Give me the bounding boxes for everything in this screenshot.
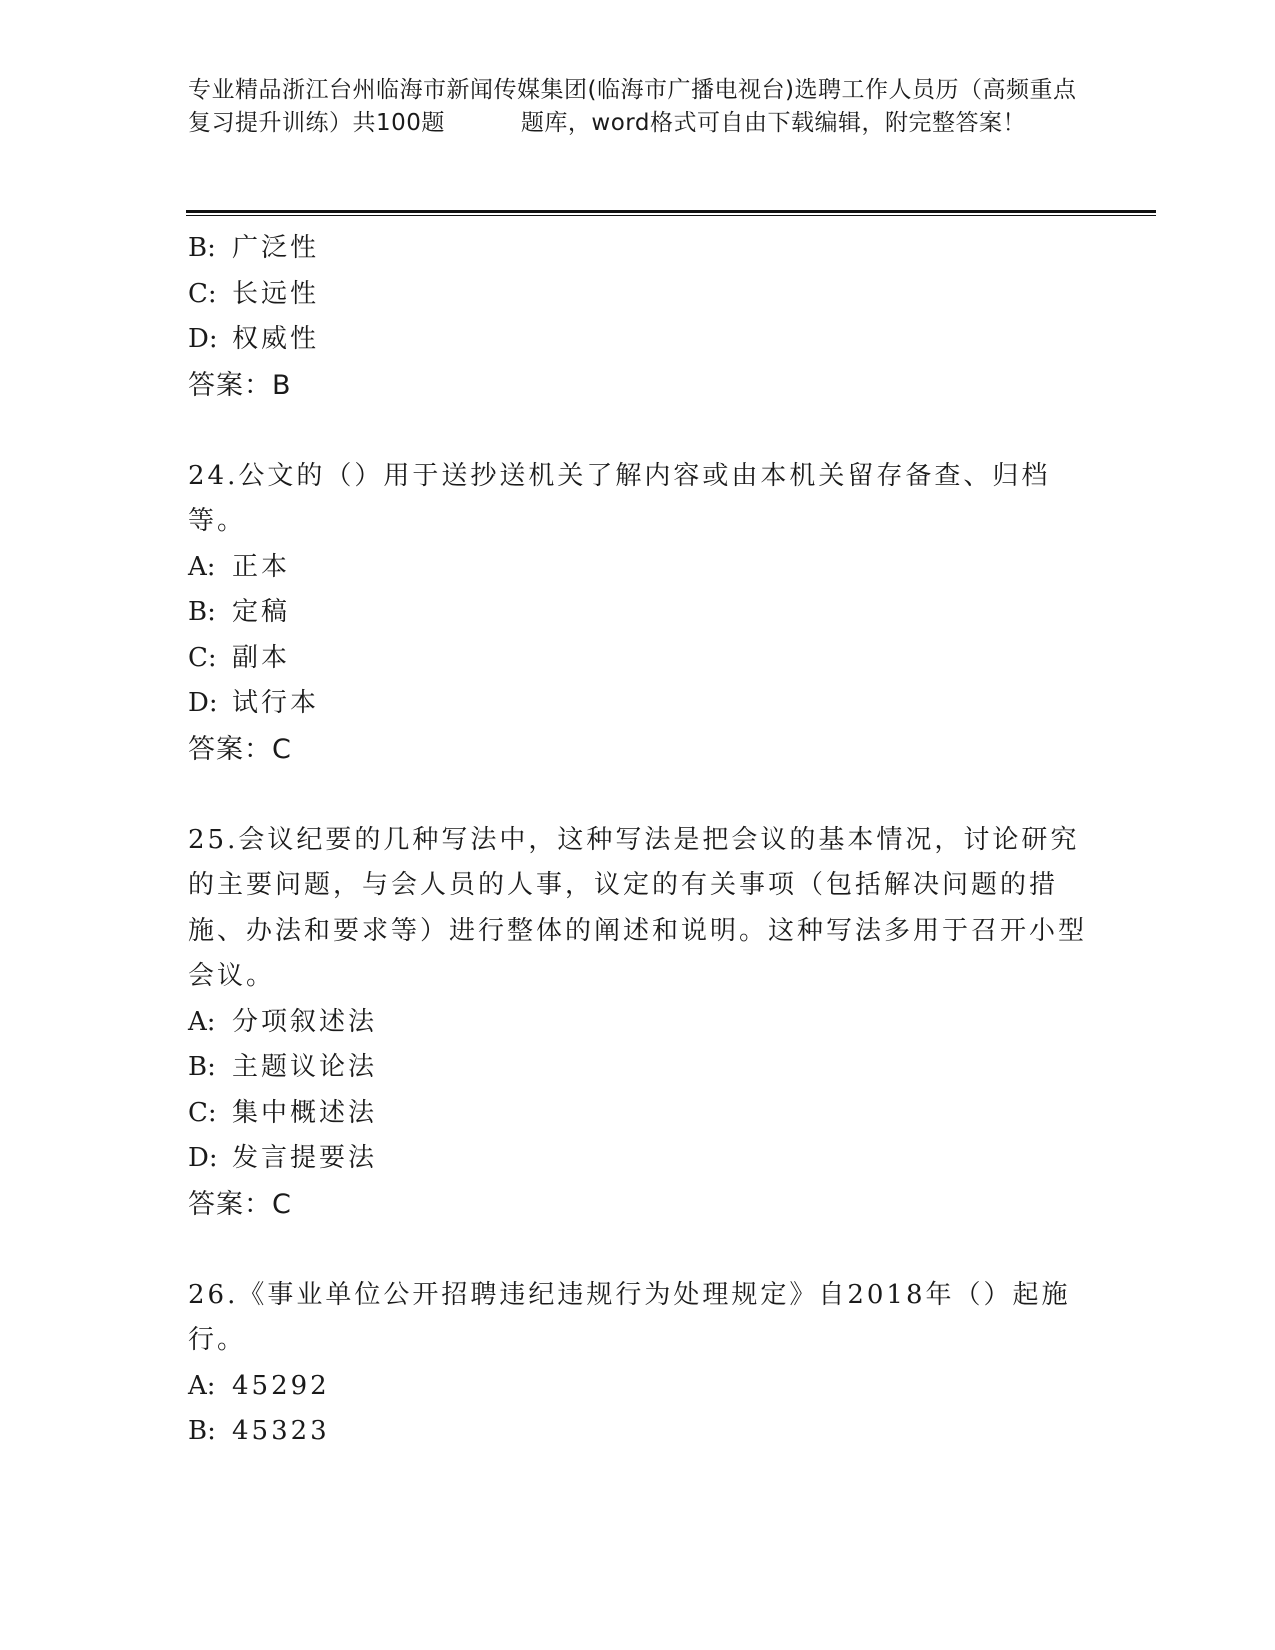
option-item — [188, 226, 1088, 272]
option-text: 45292 — [232, 1370, 330, 1401]
document-body — [188, 226, 1088, 1455]
option-text: 试行本 — [232, 688, 320, 718]
option-label: B: — [188, 1052, 216, 1082]
option-item — [188, 681, 1088, 727]
question-spacer — [188, 1227, 1088, 1273]
option-label: B: — [188, 233, 216, 263]
question-text: 24.公文的（）用于送抄送机关了解内容或由本机关留存备查、归档等。 — [188, 460, 1051, 536]
option-label: A: — [188, 1370, 216, 1401]
option-label: C: — [188, 1097, 217, 1128]
option-label: C: — [188, 278, 217, 309]
option-label: B: — [188, 597, 216, 627]
question-26 — [188, 1273, 1088, 1455]
option-item — [188, 317, 1088, 363]
option-label: B: — [188, 1416, 216, 1446]
answer-line: 答案：C — [188, 733, 292, 765]
option-text: 分项叙述法 — [232, 1006, 378, 1037]
option-item — [188, 1409, 1088, 1455]
option-label: D: — [188, 1143, 218, 1173]
option-text: 发言提要法 — [232, 1143, 378, 1173]
option-label: D: — [188, 688, 218, 718]
option-item — [188, 1364, 1088, 1410]
option-text: 定稿 — [232, 597, 291, 627]
option-text: 主题议论法 — [232, 1052, 378, 1082]
option-item — [188, 636, 1088, 682]
option-label: A: — [188, 551, 216, 582]
option-item — [188, 590, 1088, 636]
option-text: 权威性 — [232, 324, 320, 354]
header-divider-thin — [186, 215, 1156, 216]
option-item — [188, 1091, 1088, 1137]
option-label: C: — [188, 642, 217, 673]
option-label: D: — [188, 324, 218, 354]
option-item — [188, 545, 1088, 591]
header-title-part2: 题库，word格式可自由下载编辑，附完整答案！ — [520, 110, 1026, 136]
question-25 — [188, 818, 1088, 1228]
option-text: 集中概述法 — [232, 1097, 378, 1128]
question-24 — [188, 454, 1088, 773]
option-item — [188, 1136, 1088, 1182]
option-item — [188, 1045, 1088, 1091]
document-header — [188, 74, 1088, 140]
question-spacer — [188, 408, 1088, 454]
option-item — [188, 272, 1088, 318]
header-divider-thick — [186, 210, 1156, 213]
answer-line: 答案：B — [188, 369, 292, 401]
option-item — [188, 1000, 1088, 1046]
question-spacer — [188, 772, 1088, 818]
option-text: 副本 — [232, 642, 291, 673]
option-text: 正本 — [232, 551, 291, 582]
option-label: A: — [188, 1006, 216, 1037]
answer-line: 答案：C — [188, 1188, 292, 1220]
option-text: 广泛性 — [232, 233, 320, 263]
question-text: 26.《事业单位公开招聘违纪违规行为处理规定》自2018年（）起施行。 — [188, 1279, 1071, 1355]
question-text: 25.会议纪要的几种写法中，这种写法是把会议的基本情况，讨论研究的主要问题，与会人员的人事，议定的有关事项（包括解决问题的措施、办法和要求等）进行整体的阐述和说明。这种写法多用于召开小型会议。 — [188, 824, 1088, 991]
option-text: 长远性 — [232, 278, 320, 309]
option-text: 45323 — [232, 1416, 330, 1446]
partial-question — [188, 226, 1088, 408]
header-title-part1: 专业精品浙江台州临海市新闻传媒集团(临海市广播电视台)选聘工作人员历（高频重点复习提升训练）共100题 — [188, 77, 1077, 136]
